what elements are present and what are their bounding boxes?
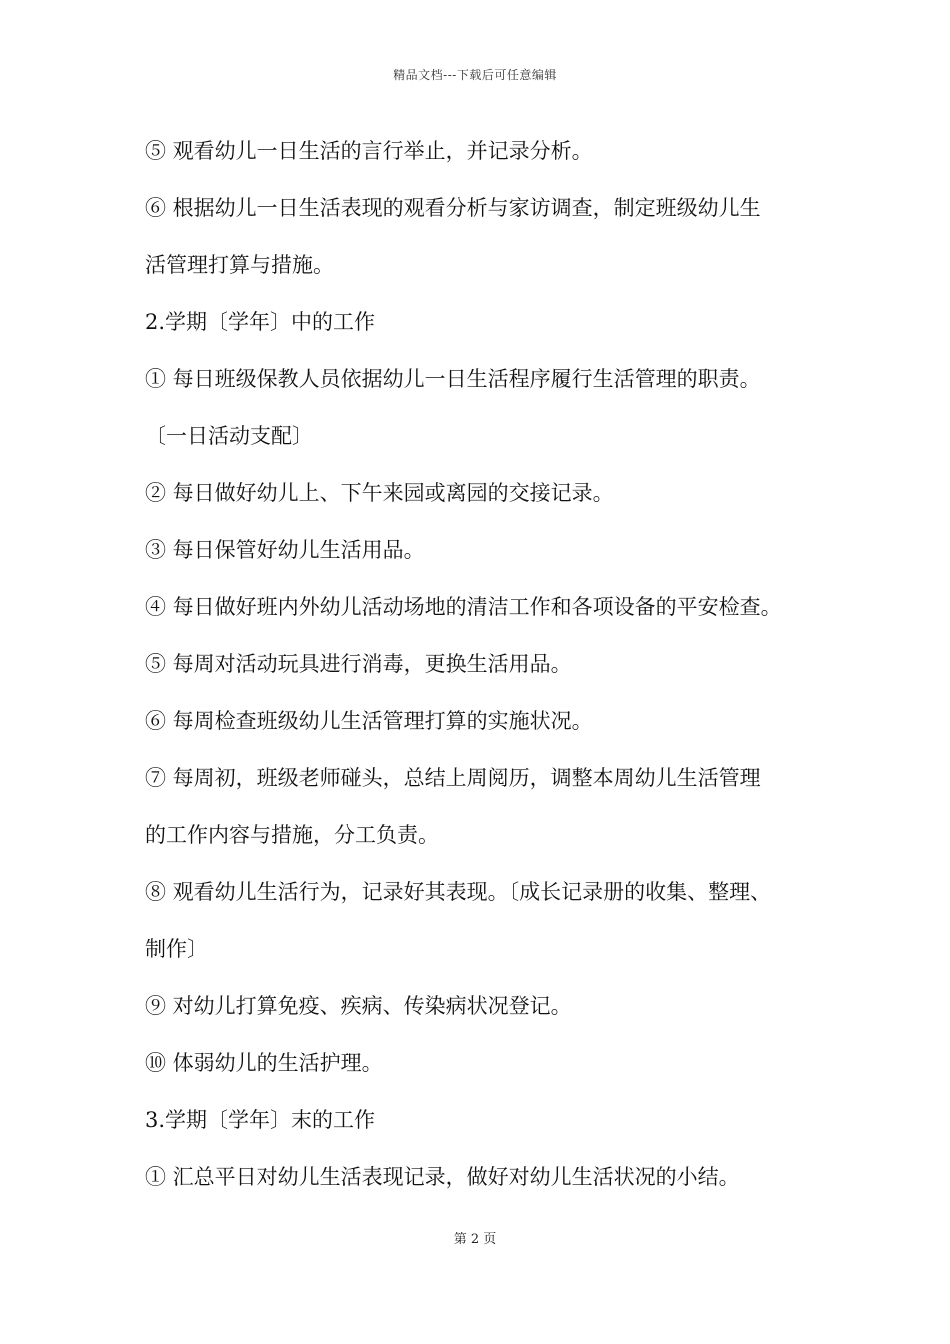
text-line: ⑦ 每周初，班级老师碰头，总结上周阅历，调整本周幼儿生活管理 bbox=[145, 766, 761, 790]
section-heading: 2.学期〔学年〕中的工作 bbox=[145, 310, 376, 334]
text-line: ① 汇总平日对幼儿生活表现记录，做好对幼儿生活状况的小结。 bbox=[145, 1165, 740, 1189]
text-line: 的工作内容与措施，分工负责。 bbox=[145, 823, 439, 847]
text-line: ① 每日班级保教人员依据幼儿一日生活程序履行生活管理的职责。 bbox=[145, 367, 761, 391]
page-header: 精品文档---下载后可任意编辑 bbox=[393, 68, 557, 82]
text-line: ③ 每日保管好幼儿生活用品。 bbox=[145, 538, 425, 562]
text-line: ⑧ 观看幼儿生活行为，记录好其表现。〔成长记录册的收集、整理、 bbox=[145, 880, 772, 904]
text-line: ⑨ 对幼儿打算免疫、疾病、传染病状况登记。 bbox=[145, 994, 572, 1018]
text-line: ⑤ 观看幼儿一日生活的言行举止，并记录分析。 bbox=[145, 139, 593, 163]
text-line: ⑩ 体弱幼儿的生活护理。 bbox=[145, 1051, 383, 1075]
section-heading: 3.学期〔学年〕末的工作 bbox=[145, 1108, 376, 1132]
text-line: 〔一日活动支配〕 bbox=[145, 424, 313, 448]
text-line: ⑤ 每周对活动玩具进行消毒，更换生活用品。 bbox=[145, 652, 572, 676]
text-line: ② 每日做好幼儿上、下午来园或离园的交接记录。 bbox=[145, 481, 614, 505]
text-line: ④ 每日做好班内外幼儿活动场地的清洁工作和各项设备的平安检查。 bbox=[145, 595, 782, 619]
text-line: ⑥ 每周检查班级幼儿生活管理打算的实施状况。 bbox=[145, 709, 593, 733]
text-line: ⑥ 根据幼儿一日生活表现的观看分析与家访调查，制定班级幼儿生 bbox=[145, 196, 761, 220]
text-line: 制作〕 bbox=[145, 937, 208, 961]
document-body bbox=[145, 132, 845, 1215]
page-number: 第 2 页 bbox=[453, 1232, 497, 1247]
text-line: 活管理打算与措施。 bbox=[145, 253, 334, 277]
